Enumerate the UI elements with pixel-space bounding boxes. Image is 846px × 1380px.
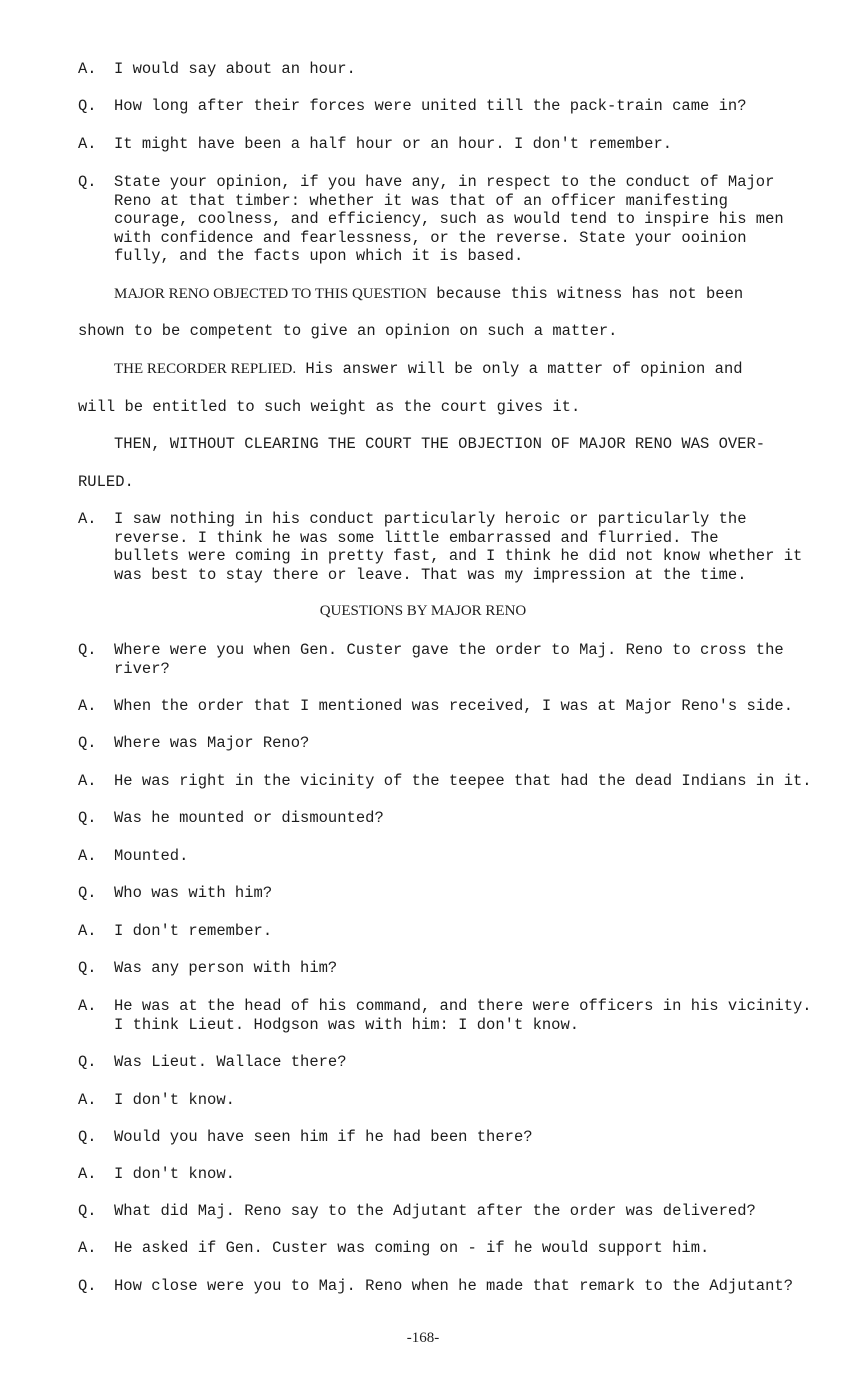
qa-marker: A. bbox=[78, 772, 97, 790]
qa-entry bbox=[78, 173, 818, 266]
page-number: -168- bbox=[406, 1330, 440, 1346]
qa-entry bbox=[78, 1128, 818, 1147]
qa-text: State your opinion, if you have any, in respect to the conduct of Major Reno at that timber: whether it was that of an officer manifesting courage, coolness, and efficiency, such as would tend to inspire his men with confidence and fearlessness, or the reverse. State your ooinion fully, and the facts upon which it is based. bbox=[114, 173, 784, 265]
qa-text: It might have been a half hour or an hour. I don't remember. bbox=[114, 135, 673, 153]
objection-continuation: shown to be competent to give an opinion on such a matter. bbox=[78, 322, 618, 340]
qa-entry bbox=[78, 1277, 818, 1296]
qa-text: Was he mounted or dismounted? bbox=[114, 809, 384, 827]
qa-text: Who was with him? bbox=[114, 884, 273, 902]
reply-continuation: will be entitled to such weight as the court gives it. bbox=[78, 398, 581, 416]
qa-marker: Q. bbox=[78, 1053, 97, 1071]
qa-entry bbox=[78, 97, 818, 116]
qa-marker: Q. bbox=[78, 1277, 97, 1295]
qa-marker: Q. bbox=[78, 809, 97, 827]
qa-entry bbox=[78, 922, 818, 941]
ruling-line: THEN, WITHOUT CLEARING THE COURT THE OBJECTION OF MAJOR RENO WAS OVER- bbox=[114, 435, 766, 453]
reply-rest: His answer will be only a matter of opinion and bbox=[296, 360, 743, 378]
qa-text: I don't know. bbox=[114, 1091, 235, 1109]
qa-marker: Q. bbox=[78, 1128, 97, 1146]
qa-marker: A. bbox=[78, 60, 97, 78]
qa-marker: A. bbox=[78, 1091, 97, 1109]
qa-text: When the order that I mentioned was received, I was at Major Reno's side. bbox=[114, 697, 794, 715]
objection-line bbox=[78, 285, 834, 303]
qa-marker: Q. bbox=[78, 641, 97, 659]
objection-caps: MAJOR RENO OBJECTED TO THIS QUESTION bbox=[114, 286, 427, 302]
ruling-continuation: RULED. bbox=[78, 473, 134, 491]
qa-marker: A. bbox=[78, 847, 97, 865]
qa-text: He was right in the vicinity of the teepee that had the dead Indians in it. bbox=[114, 772, 812, 790]
qa-marker: Q. bbox=[78, 884, 97, 902]
qa-entry bbox=[78, 697, 818, 716]
qa-marker: A. bbox=[78, 510, 97, 528]
qa-text: He asked if Gen. Custer was coming on - if he would support him. bbox=[114, 1239, 710, 1257]
qa-entry bbox=[78, 997, 818, 1034]
qa-text: He was at the head of his command, and there were officers in his vicinity. I think Lieut. Hodgson was with him: I don't know. bbox=[114, 997, 812, 1034]
qa-marker: A. bbox=[78, 697, 97, 715]
section-heading: QUESTIONS BY MAJOR RENO bbox=[319, 603, 527, 619]
qa-marker: Q. bbox=[78, 959, 97, 977]
qa-text: What did Maj. Reno say to the Adjutant after the order was delivered? bbox=[114, 1202, 756, 1220]
qa-text: I would say about an hour. bbox=[114, 60, 356, 78]
qa-entry bbox=[78, 734, 818, 753]
qa-text: Was Lieut. Wallace there? bbox=[114, 1053, 347, 1071]
qa-text: I don't know. bbox=[114, 1165, 235, 1183]
reply-line bbox=[78, 360, 834, 378]
qa-marker: Q. bbox=[78, 734, 97, 752]
qa-entry bbox=[78, 1091, 818, 1110]
qa-marker: A. bbox=[78, 135, 97, 153]
qa-entry bbox=[78, 135, 818, 154]
qa-text: Would you have seen him if he had been there? bbox=[114, 1128, 533, 1146]
qa-entry bbox=[78, 60, 818, 79]
objection-rest: because this witness has not been bbox=[426, 285, 744, 303]
qa-marker: A. bbox=[78, 1165, 97, 1183]
qa-entry bbox=[78, 772, 818, 791]
qa-marker: Q. bbox=[78, 97, 97, 115]
qa-text: How close were you to Maj. Reno when he made that remark to the Adjutant? bbox=[114, 1277, 794, 1295]
qa-text: Mounted. bbox=[114, 847, 189, 865]
qa-text: Was any person with him? bbox=[114, 959, 338, 977]
qa-text: I saw nothing in his conduct particularly heroic or particularly the reverse. I think he was some little embarrassed and flurried. The bullets were coming in pretty fast, and I think he did not know whether it was best to stay there or leave. That was my impression at the time. bbox=[114, 510, 803, 584]
qa-entry bbox=[78, 884, 818, 903]
qa-text: Where were you when Gen. Custer gave the order to Maj. Reno to cross the river? bbox=[114, 641, 784, 678]
qa-entry bbox=[78, 959, 818, 978]
qa-entry bbox=[78, 1053, 818, 1072]
qa-entry bbox=[78, 1165, 818, 1184]
qa-text: I don't remember. bbox=[114, 922, 273, 940]
qa-marker: Q. bbox=[78, 1202, 97, 1220]
qa-entry bbox=[78, 847, 818, 866]
qa-text: How long after their forces were united till the pack-train came in? bbox=[114, 97, 747, 115]
qa-marker: A. bbox=[78, 922, 97, 940]
qa-marker: A. bbox=[78, 1239, 97, 1257]
qa-entry bbox=[78, 641, 818, 678]
reply-caps: THE RECORDER REPLIED. bbox=[114, 361, 297, 377]
qa-text: Where was Major Reno? bbox=[114, 734, 310, 752]
qa-entry bbox=[78, 1239, 818, 1258]
qa-marker: Q. bbox=[78, 173, 97, 191]
qa-entry bbox=[78, 1202, 818, 1221]
qa-entry bbox=[78, 809, 818, 828]
qa-entry bbox=[78, 510, 818, 584]
qa-marker: A. bbox=[78, 997, 97, 1015]
